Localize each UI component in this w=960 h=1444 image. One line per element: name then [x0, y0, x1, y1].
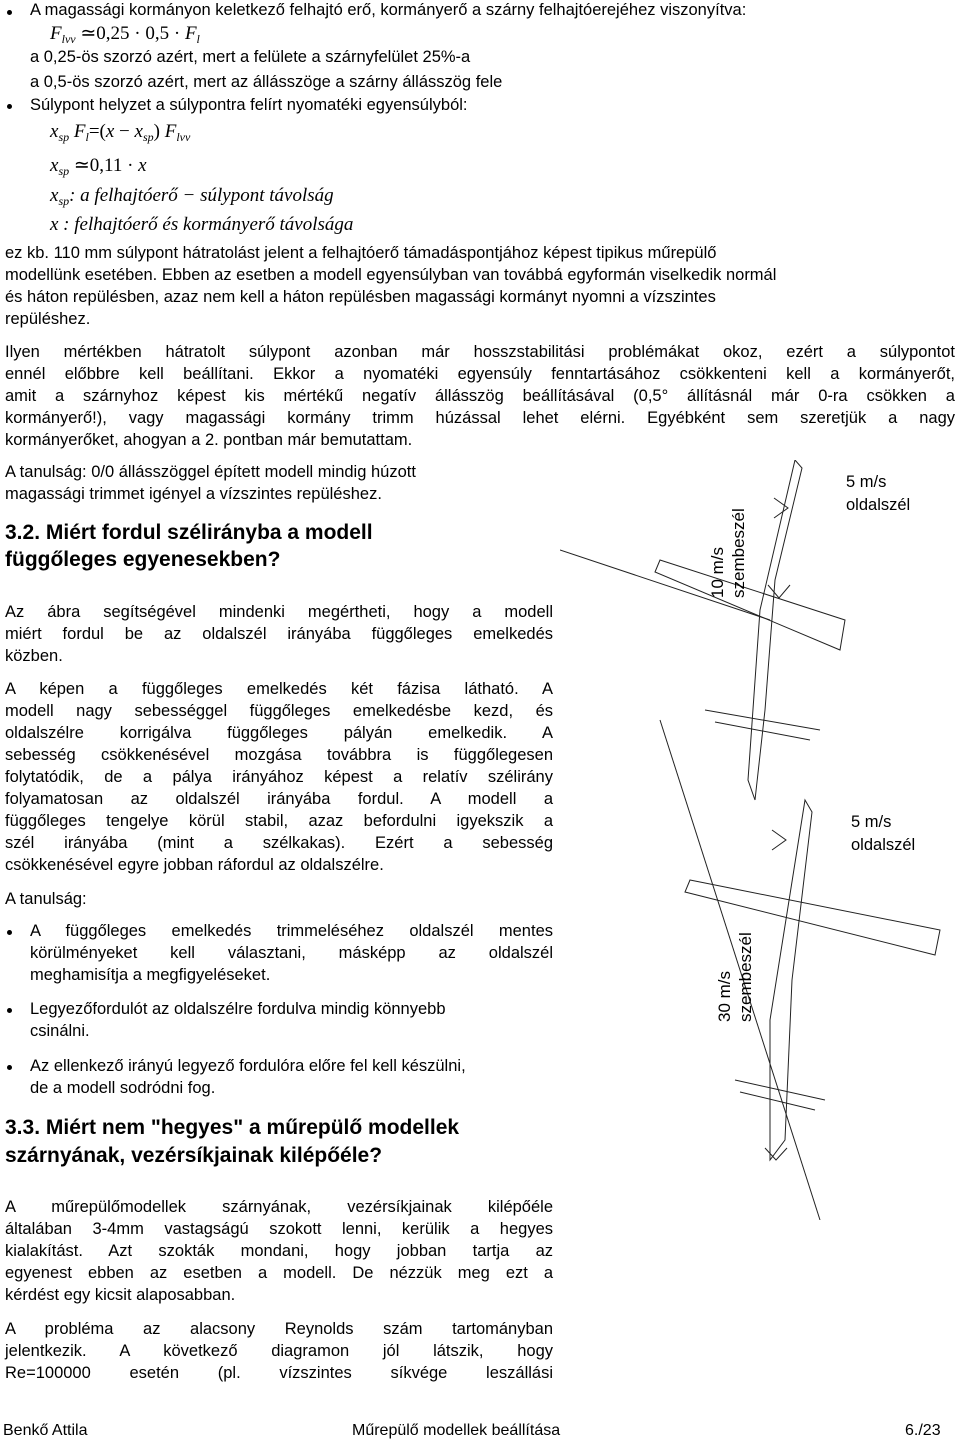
p1-line: miért fordul be az oldalszél irányába függőleges emelkedés	[5, 625, 553, 643]
lesson-bullet-line: csinálni.	[30, 1022, 90, 1040]
para2-line: ennél előbbre kell beállítani. Ekkor a nyomatéki egyensúly fenntartásához csökkenteni kell a kormányerőt,	[5, 365, 955, 383]
bullet-dot	[7, 1008, 12, 1013]
lesson-bullet-line: A függőleges emelkedés trimmeléséhez oldalszél mentes	[30, 922, 553, 940]
bullet-dot	[7, 1065, 12, 1070]
p3-line: kialakítást. Azt szokták mondani, hogy jobban tartja az	[5, 1242, 553, 1260]
formula-x-definition: x : felhajtóerő és kormányerő távolsága	[50, 214, 354, 235]
cg-bullet-text: Súlypont helyzet a súlypontra felírt nyomatéki egyensúlyból:	[30, 96, 468, 114]
p3-line: A műrepülőmodellek szárnyának, vezérsíkjainak kilépőéle	[5, 1198, 553, 1216]
para1-line: ez kb. 110 mm súlypont hátratolást jelent a felhajtóerő támadáspontjához képest tipikus műrepülő	[5, 244, 717, 262]
lesson-line: A tanulság: 0/0 állásszöggel épített modell mindig húzott	[5, 463, 416, 481]
p2-line: csökkenésével egyre jobban ráfordul az oldalszélre.	[5, 856, 384, 874]
bullet-dot	[7, 104, 12, 109]
p2-line: folytatódik, de a pálya irányához képest a relatív szélirány	[5, 768, 553, 786]
p2-line: folyamatosan az oldalszél irányába fordul. A modell a	[5, 790, 553, 808]
lesson-bullet-line: Az ellenkező irányú legyező fordulóra előre fel kell készülni,	[30, 1057, 466, 1075]
formula-moment-balance: $x_{sp}$ $F_l=(x - x_{sp})$ $F_{lvv}$	[50, 121, 191, 144]
footer-author: Benkő Attila	[3, 1422, 88, 1439]
lesson-bullet-line: de a modell sodródni fog.	[30, 1079, 216, 1097]
p3-line: kérdést egy kicsit alaposabban.	[5, 1286, 236, 1304]
p2-line: oldalszélre korrigálva függőleges pályán emelkedik. A	[5, 724, 553, 742]
para1-line: modellünk esetében. Ebben az esetben a modell egyensúlyban van továbbá egyformán viselkedik normál	[5, 266, 777, 284]
para2-line: amit a szárnyhoz képest kis mértékű negatív állásszög beállításával (0,5° állításnál már 0-ra csökken a	[5, 387, 955, 405]
p2-line: szél irányába (mint a szélkakas). Ezért a sebesség	[5, 834, 553, 852]
footer-page-number: 6./23	[905, 1422, 941, 1439]
section-heading-3-3: szárnyának, vezérsíkjainak kilépőéle?	[5, 1144, 383, 1167]
p2-line: A képen a függőleges emelkedés két fázisa látható. A	[5, 680, 553, 698]
para2-line: kormányerőket, ahogyan a 2. pontban már bemutattam.	[5, 431, 413, 449]
p4-line: Re=100000 esetén (pl. vízszintes síkvége leszállási	[5, 1364, 553, 1382]
factor-explanation-2: a 0,5-ös szorzó azért, mert az állásszöge a szárny állásszög fele	[30, 73, 503, 91]
bullet-dot	[7, 930, 12, 935]
section-heading-3-3: 3.3. Miért nem "hegyes" a műrepülő modellek	[5, 1116, 460, 1139]
top-airspeed-label: 10 m/s szembeszél	[708, 508, 748, 598]
lesson-bullet-line: Legyezőfordulót az oldalszélre fordulva mindig könnyebb	[30, 1000, 446, 1018]
p4-line: jelentkezik. A következő diagramon jól látszik, hogy	[5, 1342, 553, 1360]
bottom-airspeed-label: 30 m/s szembeszél	[715, 932, 755, 1022]
airspeed-arrow-icon	[765, 1148, 787, 1160]
bottom-wind-label: 5 m/s oldalszél	[851, 813, 916, 854]
formula-cg-ratio: $x_{sp}$ ≃0,11 · x	[50, 155, 147, 178]
lesson-bullet-line: meghamisítja a megfigyeléseket.	[30, 966, 271, 984]
para2-line: Ilyen mértékben hátratolt súlypont azonban már hosszstabilitási problémákat okoz, ezért a súlypontot	[5, 343, 955, 361]
wind-arrow-icon	[772, 830, 786, 850]
aircraft-top	[560, 460, 845, 800]
lesson-line: magassági trimmet igényel a vízszintes repüléshez.	[5, 485, 382, 503]
lesson-bullet-line: körülményeket kell választani, másképp az oldalszél	[30, 944, 553, 962]
lesson-label: A tanulság:	[5, 890, 87, 908]
p3-line: egyenest ebben az esetben a modell. De nézzük meg ezt a	[5, 1264, 553, 1282]
para1-line: és háton repülésben, azaz nem kell a háton repülésben magassági kormányt nyomni a vízszintes	[5, 288, 716, 306]
bullet-dot	[7, 10, 12, 15]
para2-line: kormányerő!), vagy magassági kormány trimm húzással lehet elérni. Egyébként sem szeretjük a nagy	[5, 409, 955, 427]
para1-line: repüléshez.	[5, 310, 91, 328]
formula-tail-force: $F_{lvv}$ ≃0,25 · $0,5 \cdot F_l$	[50, 23, 200, 46]
top-wind-label: 5 m/s oldalszél	[846, 473, 911, 514]
factor-explanation-1: a 0,25-ös szorzó azért, mert a felülete a szárnyfelület 25%-a	[30, 48, 471, 66]
p4-line: A probléma az alacsony Reynolds szám tartományban	[5, 1320, 553, 1338]
footer-title: Műrepülő modellek beállítása	[352, 1422, 561, 1439]
section-heading-3-2: 3.2. Miért fordul szélirányba a modell	[5, 521, 373, 544]
formula-xsp-definition: $x_{sp}$: a felhajtóerő − súlypont távolság	[50, 185, 334, 208]
p2-line: sebesség csökkenésével mozgása továbbra is függőlegesen	[5, 746, 553, 764]
p1-line: Az ábra segítségével mindenki megértheti, hogy a modell	[5, 603, 553, 621]
intro-bullet-text: A magassági kormányon keletkező felhajtó erő, kormányerő a szárny felhajtóerejéhez viszonyítva:	[30, 1, 747, 19]
p2-line: függőleges tengelye körül stabil, azaz befordulni igyekszik a	[5, 812, 553, 830]
section-heading-3-2: függőleges egyenesekben?	[5, 548, 281, 571]
p1-line: közben.	[5, 647, 63, 665]
p2-line: modell nagy sebességgel függőleges emelkedésbe kezd, és	[5, 702, 553, 720]
aircraft-bottom	[660, 720, 940, 1220]
p3-line: általában 3-4mm vastagságú szokott lenni, kerülik a hegyes	[5, 1220, 553, 1238]
